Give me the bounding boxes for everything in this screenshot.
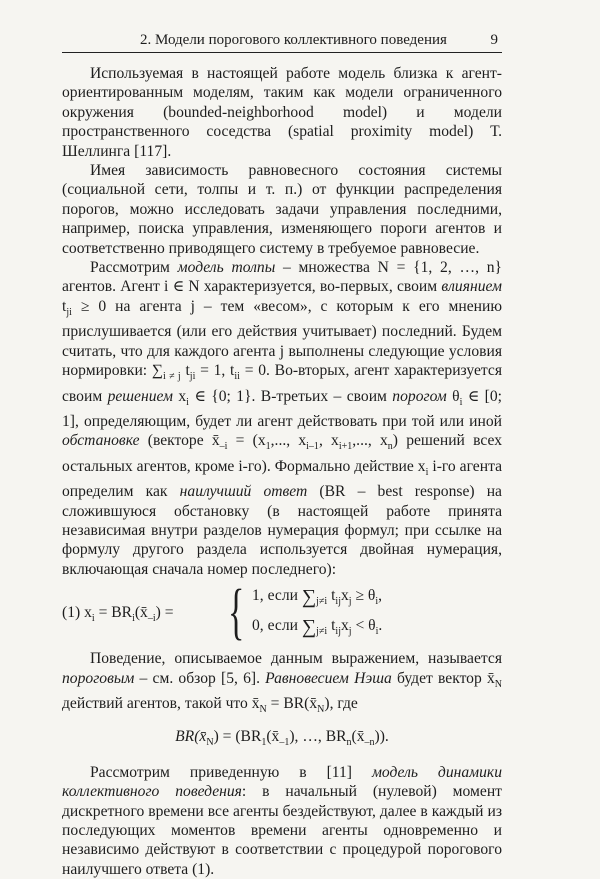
formula-1	[62, 578, 502, 647]
emphasis: решением	[107, 387, 173, 405]
paragraph-3: Рассмотрим модель толпы – множества N = {1, 2, …, n} агентов. Агент i ∈ N характеризуется, во-первых, своим влиянием $t_{ji} \ge 0$ на агента j – тем «весом», с которым к его мнению прислушивается (или его действия учитывает) последний. Будем считать, что для каждого агента j выполнены следующие условия нормировки: $\sum_{i \ne j}$ $t_{ji} = 1$, $t_{ii} = 0$. Во-вторых, агент характеризуется своим решением $x_i$ ∈ {0; 1}. В-третьих – своим порогом $\theta_i$ ∈ [0; 1], определяющим, будет ли агент действовать при той или иной обстановке (векторе $x̄_{-i} = (x_1$,..., $x_{i-1}$, $x_{i+1}$,..., $x_n$) решений всех остальных агентов, кроме i-го). Формально действие $x_i$ i-го агента определим как наилучший ответ (BR – best response) на сложившуюся обстановку (в настоящей работе принята независимая внутри разделов нумерация формул; при ссылке на формулу другого раздела используется двойная нумерация, включающая сначала номер последнего):	[62, 259, 502, 578]
emphasis: модель толпы	[177, 259, 276, 277]
emphasis: Равновесием Нэша	[265, 669, 392, 687]
running-header	[62, 30, 502, 53]
paragraph-4: Поведение, описываемое данным выражением, называется пороговым – см. обзор [5, 6]. Равновесием Нэша будет вектор $x̄_N$ действий агентов, такой что $x̄_N$ = $BR(x̄_N)$, где	[62, 650, 502, 715]
paragraph-5: Рассмотрим приведенную в [11] модель динамики коллективного поведения: в начальный (нулевой) момент дискретного времени все агенты бездействуют, далее в каждый из последующих моментов времени агенты одновременно и независимо действуют в соответствии с процедурой порогового наилучшего ответа (1).	[62, 763, 502, 878]
page-number: 9	[490, 32, 498, 48]
formula-2: $BR(x̄_N)$ = ($BR_1(x̄_{-1})$, …, $BR_n(x̄_{-n})$).	[175, 728, 389, 749]
emphasis: влиянием	[441, 278, 502, 296]
formula-1-case-2: 0, если $\sum_{j\ne i}$ $t_{ij}x_j < \theta_i$.	[252, 616, 383, 639]
emphasis: модель динамики коллективного поведения	[62, 763, 502, 801]
emphasis: пороговым	[62, 669, 135, 687]
formula-1-case-1: 1, если $\sum_{j\ne i}$ $t_{ij}x_j \ge \theta_i$,	[252, 586, 383, 609]
emphasis: обстановке	[62, 432, 140, 450]
paragraph-2: Имея зависимость равновесного состояния системы (социальной сети, толпы и т. п.) от функции распределения порогов, можно исследовать задачи управления последними, например, поиска управления, изменяющего пороги агентов и соответственно приводящего систему в требуемое равновесие.	[62, 162, 502, 257]
chapter-title: 2. Модели порогового коллективного поведения	[140, 32, 447, 48]
formula-1-brace: {	[228, 578, 245, 647]
page-body	[62, 64, 502, 879]
emphasis: наилучший ответ	[179, 483, 308, 501]
formula-1-lhs: (1) $x_i$ = $BR_i(x̄_{-i})$ =	[62, 604, 174, 625]
paragraph-1: Используемая в настоящей работе модель близка к агент-ориентированным моделям, таким как модели ограниченного окружения (bounded-neighborhood model) и модели пространственного соседства (spatial proximity model) Т. Шеллинга [117].	[62, 65, 502, 160]
emphasis: порогом	[392, 387, 447, 405]
